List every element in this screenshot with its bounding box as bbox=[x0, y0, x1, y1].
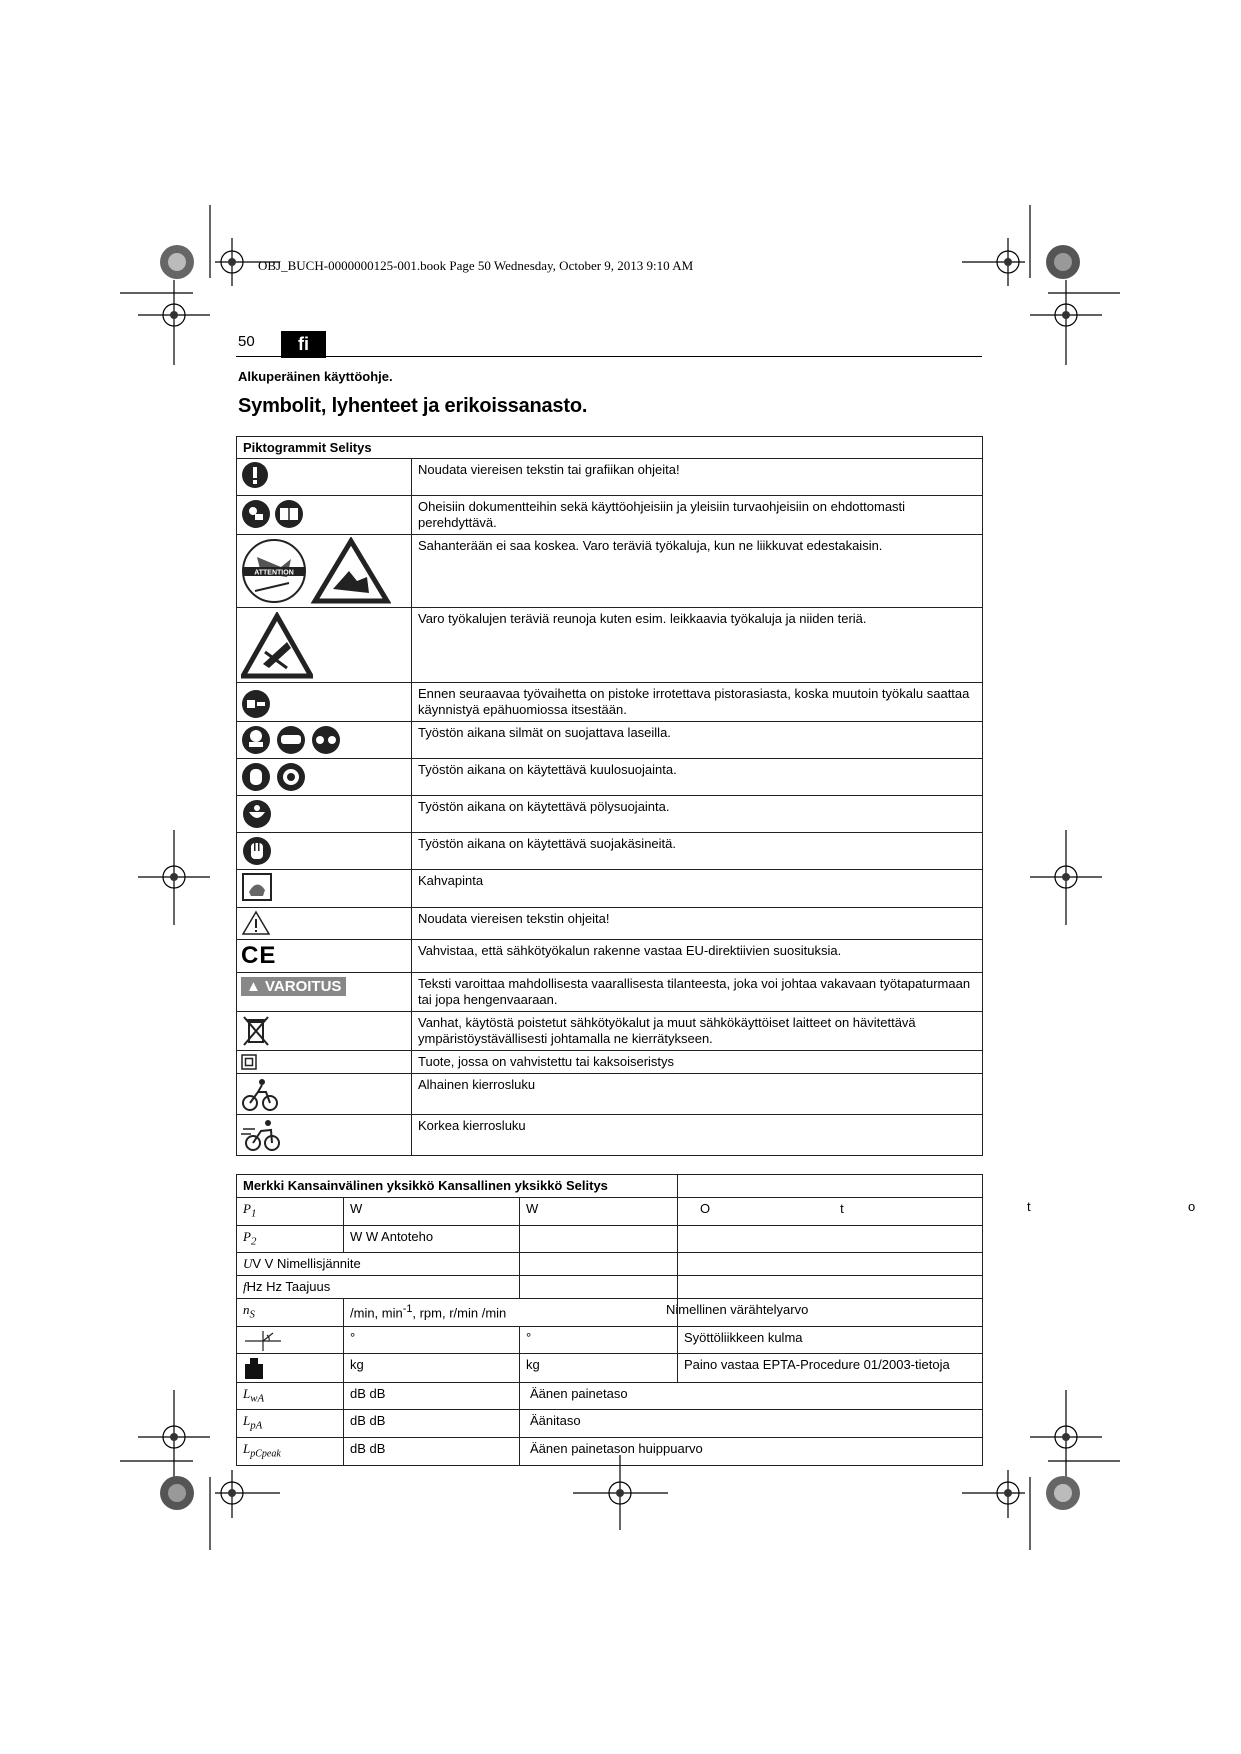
ce-mark-icon: CE bbox=[241, 942, 277, 969]
table-row bbox=[237, 608, 983, 683]
table-row bbox=[237, 796, 983, 833]
table-row bbox=[237, 1225, 983, 1253]
pictogram-text: Noudata viereisen tekstin ohjeita! bbox=[412, 908, 983, 940]
table-row bbox=[237, 722, 983, 759]
desc-cell: Äänen painetaso bbox=[520, 1382, 983, 1410]
language-badge: fi bbox=[281, 331, 326, 358]
weight-icon bbox=[243, 1356, 265, 1380]
table-row bbox=[237, 1410, 983, 1438]
book-info-line: OBJ_BUCH-0000000125-001.book Page 50 Wednesday, October 9, 2013 9:10 AM bbox=[258, 258, 694, 273]
symbol-letter: f bbox=[243, 1279, 247, 1295]
pictogram-text: Vahvistaa, että sähkötyökalun rakenne vastaa EU-direktiivien suosituksia. bbox=[412, 940, 983, 973]
pictogram-text: Vanhat, käytöstä poistetut sähkötyökalut ja muut sähkökäyttöiset laitteet on hävitettävä ympäristöystävällisesti johtamalla ne kierrätykseen. bbox=[412, 1012, 983, 1051]
unit-sup: -1 bbox=[402, 1303, 413, 1316]
table-row bbox=[237, 1051, 983, 1074]
low-speed-icon bbox=[241, 1076, 279, 1112]
unit-cell: dB dB bbox=[344, 1437, 520, 1465]
unit-cell: W bbox=[344, 1198, 520, 1226]
desc-cell: Nimellinen värähtelyarvo bbox=[678, 1299, 983, 1327]
desc-cell: Äänitaso bbox=[520, 1410, 983, 1438]
symbol-sub: 1 bbox=[250, 1207, 257, 1220]
table-row bbox=[237, 1437, 983, 1465]
desc-cell: Syöttöliikkeen kulma bbox=[678, 1326, 983, 1353]
symbol-letter: L bbox=[243, 1413, 251, 1429]
table-header-row bbox=[237, 1175, 983, 1198]
attention-saw-icon bbox=[241, 537, 391, 605]
table-row bbox=[237, 1353, 983, 1382]
symbol-sub: wA bbox=[250, 1392, 265, 1405]
unit-cell: W bbox=[520, 1198, 678, 1226]
table-row bbox=[237, 973, 983, 1012]
document-subtitle: Alkuperäinen käyttöohje. bbox=[238, 369, 393, 384]
units-header: Merkki Kansainvälinen yksikkö Kansallinen yksikkö Selitys bbox=[237, 1175, 678, 1198]
unit-cell: kg bbox=[520, 1353, 678, 1382]
warning-triangle-icon bbox=[241, 910, 271, 936]
unit-cell: dB dB bbox=[344, 1382, 520, 1410]
symbol-sub: 2 bbox=[250, 1235, 257, 1248]
table-row bbox=[237, 1198, 983, 1226]
grip-surface-icon bbox=[241, 872, 273, 902]
pictogram-text: Varo työkalujen teräviä reunoja kuten esim. leikkaavia työkaluja ja niiden teriä. bbox=[412, 608, 983, 683]
page-number: 50 bbox=[238, 333, 255, 350]
sharp-edge-warning-icon bbox=[241, 612, 313, 680]
pictogram-text: Korkea kierrosluku bbox=[412, 1115, 983, 1156]
pictogram-text: Teksti varoittaa mahdollisesta vaarallisesta tilanteesta, joka voi johtaa vakavaan työtapaturmaan tai jopa hengenvaaraan. bbox=[412, 973, 983, 1012]
mandatory-icon bbox=[241, 461, 269, 489]
table-header-row bbox=[237, 437, 983, 459]
unit-cell: dB dB bbox=[344, 1410, 520, 1438]
pictogram-text: Oheisiin dokumentteihin sekä käyttöohjeisiin ja yleisiin turvaohjeisiin on ehdottomasti perehdyttävä. bbox=[412, 496, 983, 535]
unit-cell: , rpm, r/min /min bbox=[412, 1305, 507, 1321]
row-text: V V Nimellisjännite bbox=[252, 1256, 361, 1272]
pictogram-text: Työstön aikana on käytettävä suojakäsineitä. bbox=[412, 833, 983, 870]
table-row bbox=[237, 459, 983, 496]
stray-text-o: o bbox=[1188, 1199, 1196, 1214]
pictogram-text: Noudata viereisen tekstin tai grafiikan ohjeita! bbox=[412, 459, 983, 496]
table-row bbox=[237, 683, 983, 722]
table-row bbox=[237, 908, 983, 940]
pictogram-text: Alhainen kierrosluku bbox=[412, 1074, 983, 1115]
weee-bin-icon bbox=[241, 1014, 271, 1048]
symbol-letter: P bbox=[243, 1201, 251, 1216]
stray-text-t: t bbox=[1027, 1199, 1031, 1214]
table-row bbox=[237, 1382, 983, 1410]
units-table bbox=[236, 1174, 983, 1466]
symbol-sub: pA bbox=[250, 1419, 263, 1432]
table-row bbox=[237, 1253, 983, 1276]
row-text: Hz Hz Taajuus bbox=[246, 1279, 331, 1295]
symbol-letter: L bbox=[243, 1440, 251, 1456]
symbol-letter: n bbox=[243, 1302, 250, 1318]
unit-cell: ° bbox=[520, 1326, 678, 1353]
gloves-icon bbox=[241, 835, 273, 867]
pictogram-text: Sahanterään ei saa koskea. Varo teräviä työkaluja, kun ne liikkuvat edestakaisin. bbox=[412, 535, 983, 608]
attention-label: ATTENTION bbox=[254, 569, 294, 577]
feed-angle-icon bbox=[243, 1329, 283, 1351]
table-row bbox=[237, 940, 983, 973]
unplug-icon bbox=[241, 689, 271, 719]
double-insulation-icon bbox=[241, 1054, 257, 1070]
symbol-letter: L bbox=[243, 1385, 251, 1401]
eye-protection-icon bbox=[241, 724, 341, 756]
varoitus-label: VAROITUS bbox=[265, 978, 342, 995]
unit-cell: W W Antoteho bbox=[344, 1225, 520, 1253]
table-row bbox=[237, 1276, 983, 1299]
table-row bbox=[237, 1326, 983, 1353]
pictogram-text: Työstön aikana on käytettävä pölysuojainta. bbox=[412, 796, 983, 833]
unit-cell: kg bbox=[344, 1353, 520, 1382]
pictogram-text: Työstön aikana silmät on suojattava laseilla. bbox=[412, 722, 983, 759]
symbol-letter: U bbox=[243, 1256, 253, 1272]
table-row bbox=[237, 833, 983, 870]
symbol-sub: pCpeak bbox=[250, 1448, 281, 1460]
pictogram-text: Kahvapinta bbox=[412, 870, 983, 908]
read-manual-icon bbox=[241, 498, 305, 530]
pictogram-text: Tuote, jossa on vahvistettu tai kaksoiseristys bbox=[412, 1051, 983, 1074]
section-title: Symbolit, lyhenteet ja erikoissanasto. bbox=[238, 395, 588, 417]
ear-protection-icon bbox=[241, 761, 307, 793]
pictogram-header: Piktogrammit Selitys bbox=[237, 437, 983, 459]
table-row bbox=[237, 496, 983, 535]
desc-cell: O t bbox=[678, 1198, 983, 1226]
dust-mask-icon bbox=[241, 798, 273, 830]
table-row bbox=[237, 759, 983, 796]
high-speed-icon bbox=[241, 1117, 281, 1153]
table-row bbox=[237, 870, 983, 908]
table-row bbox=[237, 1012, 983, 1051]
desc-cell: Äänen painetason huippuarvo bbox=[520, 1437, 983, 1465]
table-row bbox=[237, 1115, 983, 1156]
table-row bbox=[237, 1074, 983, 1115]
pictogram-table bbox=[236, 436, 983, 1156]
table-row bbox=[237, 535, 983, 608]
header-rule bbox=[236, 356, 982, 357]
varoitus-badge-icon: ▲ VAROITUS bbox=[241, 977, 346, 996]
symbol-sub: S bbox=[249, 1308, 255, 1321]
table-row bbox=[237, 1299, 983, 1327]
desc-cell: Paino vastaa EPTA-Procedure 01/2003-tietoja bbox=[678, 1353, 983, 1382]
pictogram-text: Ennen seuraavaa työvaihetta on pistoke irrotettava pistorasiasta, koska muutoin työkalu saattaa käynnistyä epähuomiossa itsestään. bbox=[412, 683, 983, 722]
pictogram-text: Työstön aikana on käytettävä kuulosuojainta. bbox=[412, 759, 983, 796]
symbol-letter: P bbox=[243, 1228, 251, 1244]
unit-cell: ° bbox=[344, 1326, 520, 1353]
unit-cell: /min, min bbox=[350, 1305, 403, 1321]
